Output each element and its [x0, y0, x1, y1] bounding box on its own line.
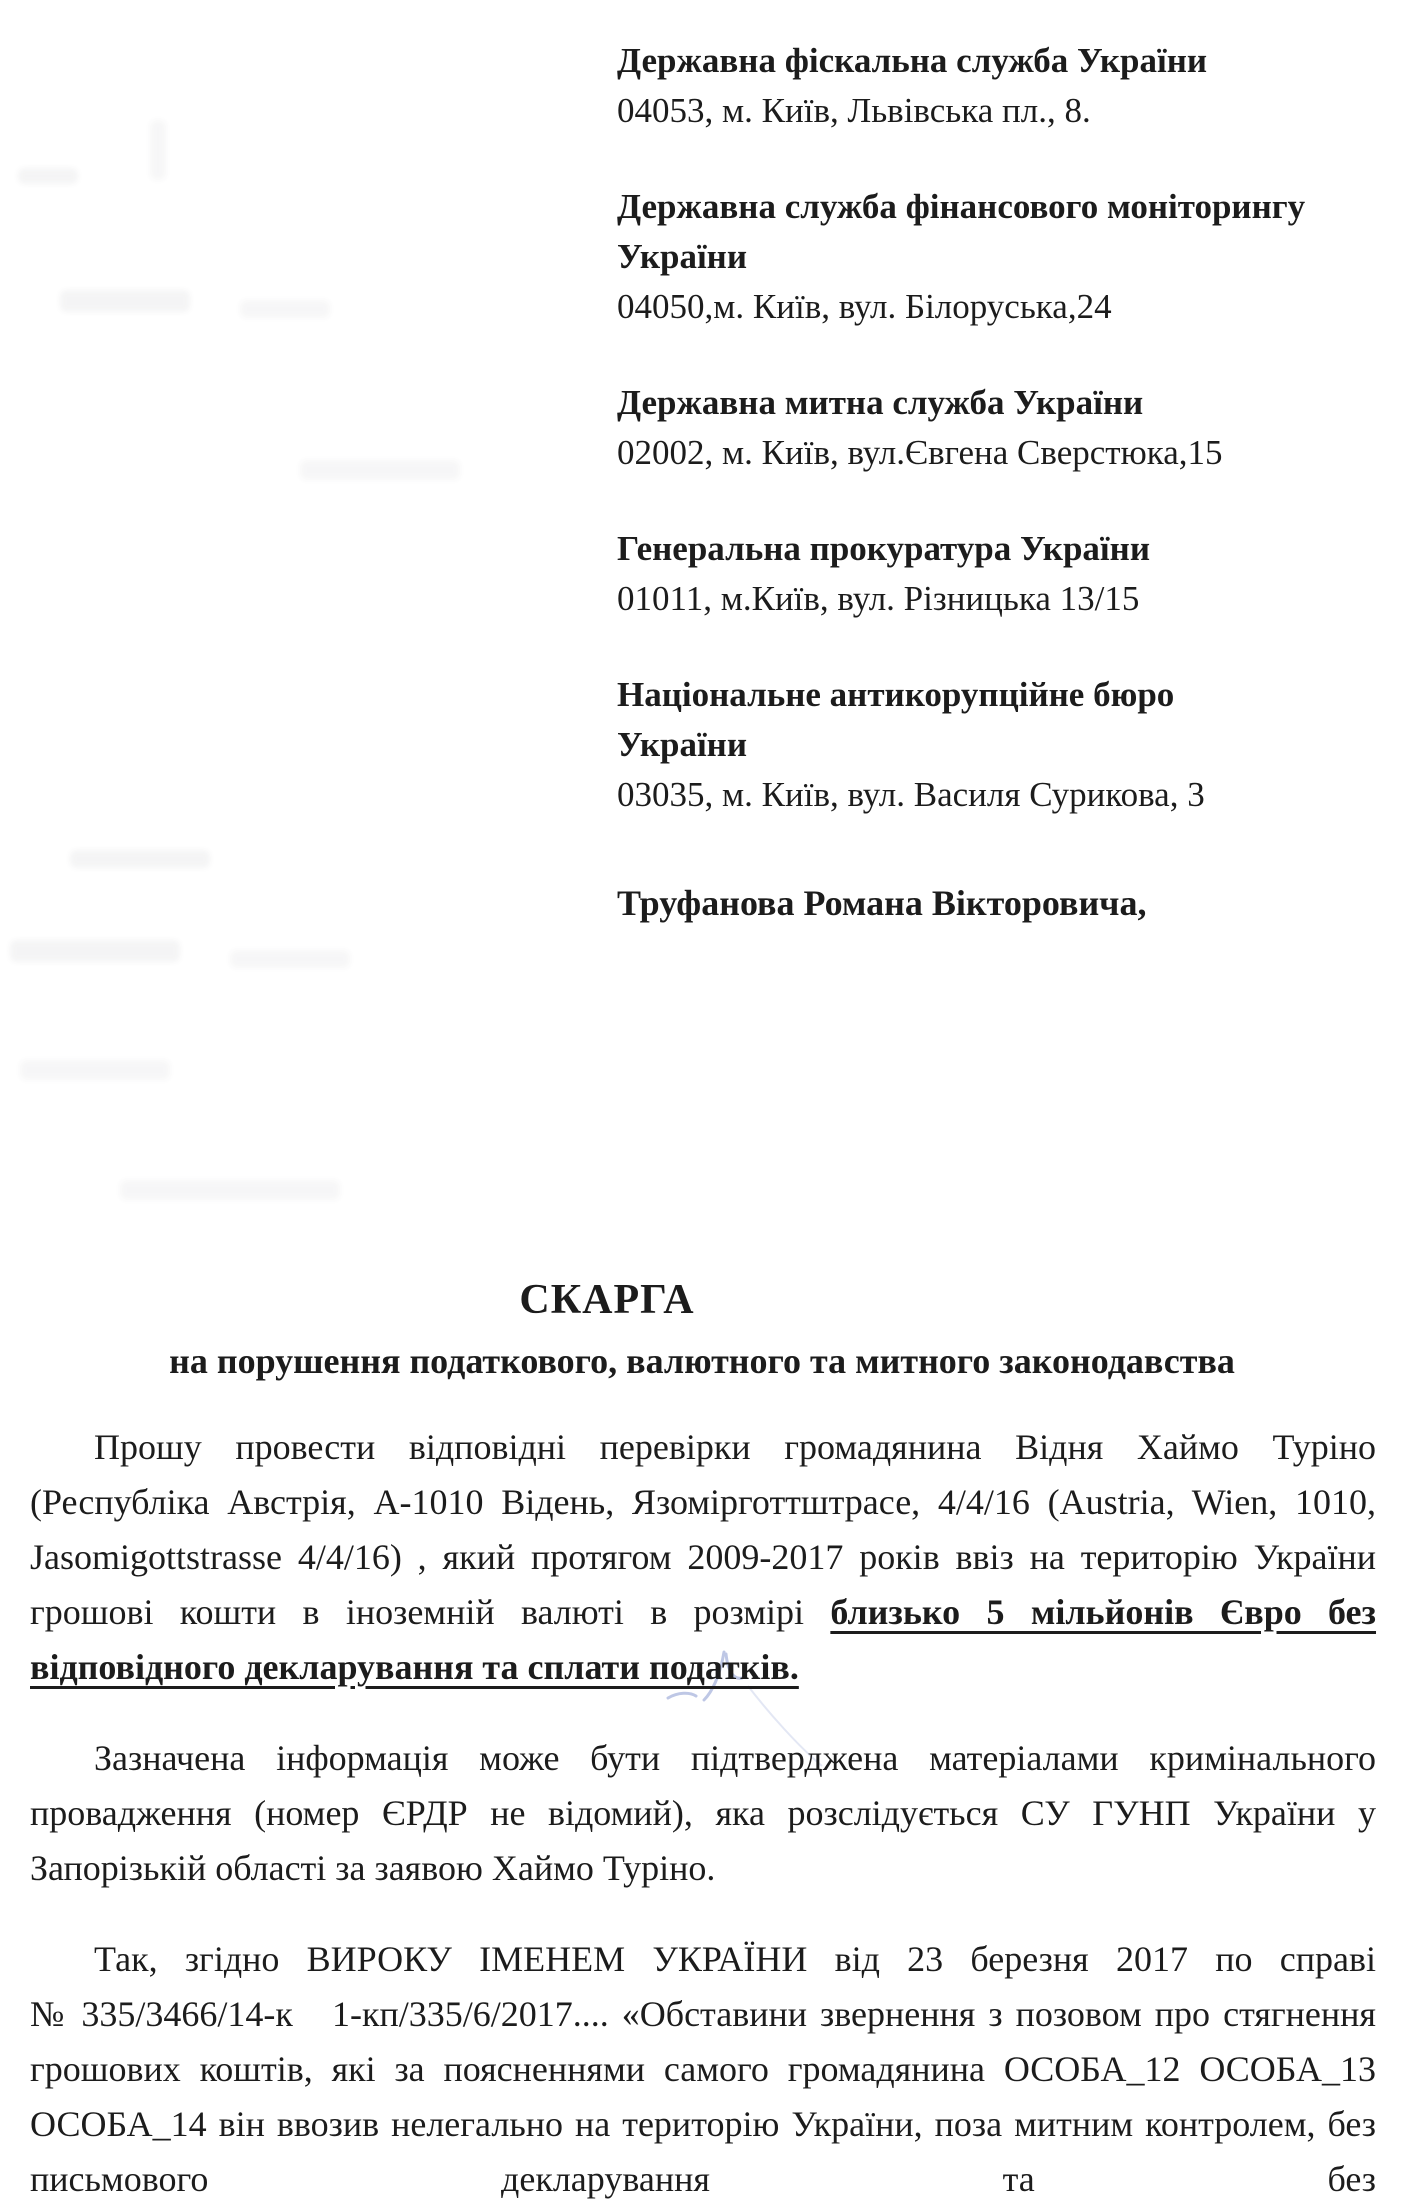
addressee-list — [617, 36, 1307, 866]
addressee-block-customs-service — [617, 378, 1307, 478]
paragraph-2: Зазначена інформація може бути підтверджена матеріалами кримінального провадження (номер ЄРДР не відомий), яка розслідується СУ ГУНП України у Запорізькій області за заявою Хаймо Туріно. — [30, 1738, 1376, 1888]
bleed-through-artifact — [10, 940, 180, 962]
addressee-address: 03035, м. Київ, вул. Василя Сурикова, 3 — [617, 775, 1205, 814]
addressee-block-prosecutor-general — [617, 524, 1307, 624]
bleed-through-artifact — [240, 300, 330, 318]
paragraph-1 — [30, 1420, 1376, 1695]
addressee-name: Державна служба фінансового моніторингу України — [617, 187, 1306, 276]
title-block — [0, 1276, 1404, 1382]
complaint-body — [30, 1420, 1376, 2207]
bleed-through-artifact — [230, 950, 350, 968]
bleed-through-artifact — [150, 120, 166, 180]
paragraph-3: Так, згідно ВИРОКУ ІМЕНЕМ УКРАЇНИ від 23 березня 2017 по справі № 335/3466/14-к 1-кп/335/6/2017.... «Обставини звернення з позовом про стягнення грошових коштів, які за поясненнями самого громадянина ОСОБА_12 ОСОБА_13 ОСОБА_14 він ввозив нелегально на територію України, поза митним контролем, без письмового декларування та без — [30, 1939, 1376, 2199]
addressee-block-financial-monitoring — [617, 182, 1307, 332]
addressee-address: 04050,м. Київ, вул. Білоруська,24 — [617, 287, 1112, 326]
addressee-name: Державна митна служба України — [617, 383, 1144, 422]
addressee-block-anticorruption-bureau — [617, 670, 1307, 820]
addressee-block-fiscal-service — [617, 36, 1307, 136]
addressee-address: 01011, м.Київ, вул. Різницька 13/15 — [617, 579, 1140, 618]
bleed-through-artifact — [60, 290, 190, 312]
addressee-name: Національне антикорупційне бюро України — [617, 675, 1175, 764]
addressee-name: Генеральна прокуратура України — [617, 529, 1150, 568]
bleed-through-artifact — [300, 460, 460, 480]
paragraph-1-emphasis: близько 5 мільйонів Євро без відповідного декларування та сплати податків. — [30, 1592, 1377, 1687]
addressee-address: 02002, м. Київ, вул.Євгена Сверстюка,15 — [617, 433, 1223, 472]
paragraph-1-text: Прошу провести відповідні перевірки громадянина Відня Хаймо Туріно (Республіка Австрія, А-1010 Відень, Язомірготтштрасе, 4/4/16 (Austria, Wien, 1010, Jasomigottstrasse 4/4/16) , який протягом 2009-2017 років ввіз на територію України грошові кошти в іноземній валюті в розмірі — [30, 1427, 1376, 1632]
addressee-name: Державна фіскальна служба України — [617, 41, 1208, 80]
bleed-through-artifact — [18, 168, 78, 184]
complaint-title: СКАРГА — [519, 1277, 695, 1323]
complaint-subtitle: на порушення податкового, валютного та митного законодавства — [169, 1341, 1235, 1381]
addressee-address: 04053, м. Київ, Львівська пл., 8. — [617, 91, 1091, 130]
bleed-through-artifact — [20, 1060, 170, 1080]
bleed-through-artifact — [70, 850, 210, 868]
bleed-through-artifact — [120, 1180, 340, 1200]
complainant-name: Труфанова Романа Вікторовича, — [617, 883, 1147, 923]
